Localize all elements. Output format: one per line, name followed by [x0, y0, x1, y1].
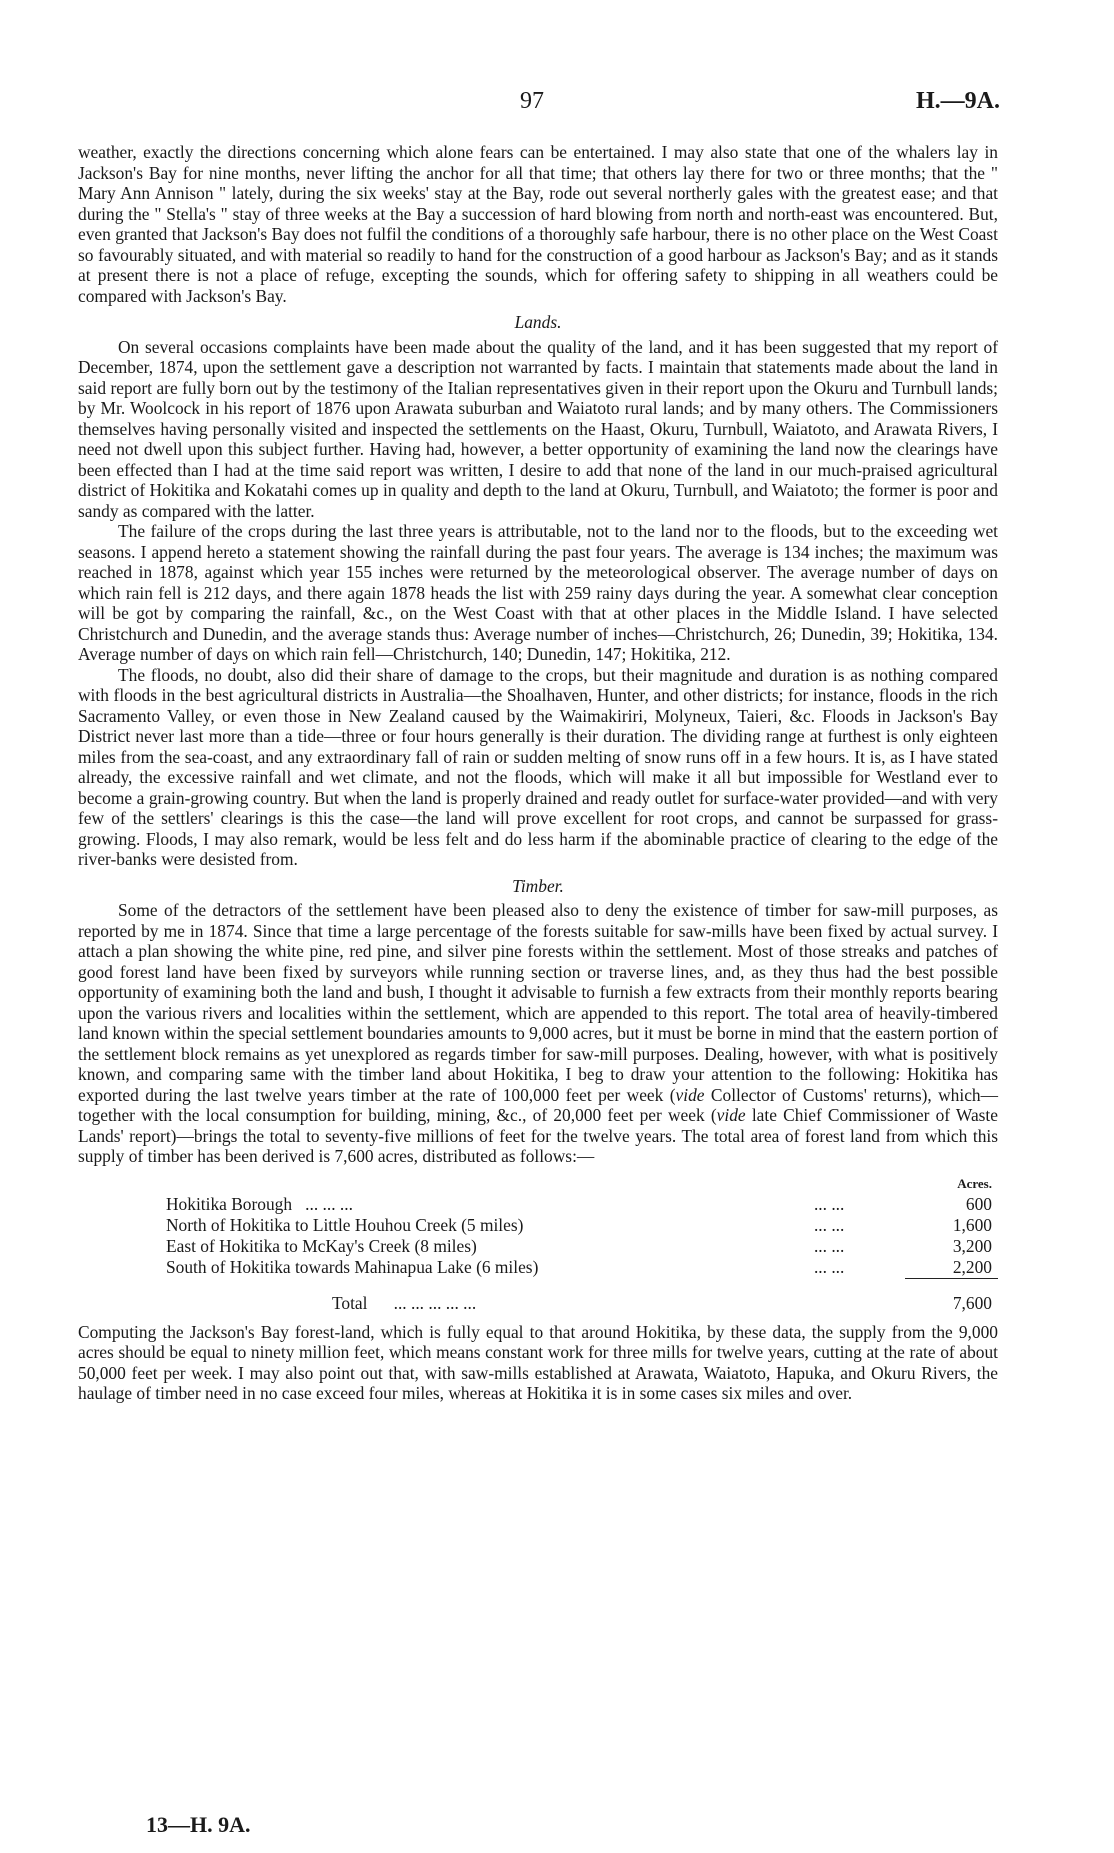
page-number: 97 — [520, 88, 544, 114]
leader-dots: ... ... — [813, 1235, 845, 1256]
leader-dots: ... ... — [813, 1257, 845, 1277]
vide-2: vide — [716, 1105, 746, 1125]
total-row — [166, 1278, 998, 1314]
table-row — [166, 1236, 998, 1257]
table-row-value: 600 — [965, 1193, 992, 1214]
signature-mark: 13—H. 9A. — [146, 1812, 251, 1837]
table-row-value: 1,600 — [952, 1214, 992, 1235]
intro-paragraph: weather, exactly the directions concerning which alone fears can be entertained. I may also state that one of the whalers lay in Jackson's Bay for nine months, never lifting the anchor for all that time; that others lay there for two or three months; that the " Mary Ann Annison " lately, during the six weeks' stay at the Bay, rode out several northerly gales with the greatest ease; and that during the " Stella's " stay of three weeks at the Bay a succession of hard blowing from north and north-east was encountered. But, even granted that Jackson's Bay does not fulfil the conditions of a thoroughly safe harbour, there is no other place on the West Coast so favourably situated, and with material so readily to hand for the construction of a good harbour as Jackson's Bay; and as it stands at present there is not a place of refuge, excepting the sounds, which for offering safety to shipping in all weathers could be compared with Jackson's Bay. — [78, 142, 998, 306]
document-body — [78, 142, 998, 1404]
table-row — [166, 1215, 998, 1236]
acres-unit-label: Acres. — [957, 1175, 992, 1191]
timber-text-post: late Chief Commissioner of Waste Lands' report)—brings the total to seventy-five millions of feet for the twelve years. The total area of forest land from which this supply of timber has been derived is 7,600 acres, distributed as follows:— — [78, 1105, 998, 1166]
table-row-value: 3,200 — [952, 1235, 992, 1256]
table-row-label: South of Hokitika towards Mahinapua Lake (6 miles) — [166, 1257, 539, 1277]
table-row — [166, 1194, 998, 1215]
lands-heading: Lands. — [514, 312, 562, 332]
timber-text-mid: Collector of Customs' returns), which—together with the local consumption for building, mining, &c., of 20,000 feet per week ( — [78, 1084, 998, 1125]
total-value: 7,600 — [952, 1292, 992, 1313]
lands-paragraph-1: On several occasions complaints have been made about the quality of the land, and it has been suggested that my report of December, 1874, upon the settlement gave a description not warranted by facts. I maintain that statements made about the land in said report are fully born out by the testimony of the Italian representatives given in their report upon the Okuru and Turnbull lands; by Mr. Woolcock in his report of 1876 upon Arawata suburban and Waiatoto rural lands; and by many others. The Commissioners themselves having personally visited and inspected the settlements on the Haast, Okuru, Turnbull, Waiatoto, and Arawata Rivers, I need not dwell upon this subject further. Having had, however, a better opportunity of examining the land now the clearings have been effected than I had at the time said report was written, I desire to add that none of the land in our much-praised agricultural district of Hokitika and Kokatahi comes up in quality and depth to the land at Okuru, Turnbull, and Waiatoto; the former is poor and sandy as compared with the latter. — [78, 336, 998, 521]
leader-dots: ... ... ... — [305, 1193, 353, 1214]
table-row-label: Hokitika Borough — [166, 1193, 293, 1214]
leader-dots: ... ... — [813, 1214, 845, 1235]
total-label: Total — [332, 1292, 368, 1313]
vide-1: vide — [675, 1084, 705, 1105]
forest-acres-table — [166, 1173, 998, 1314]
lands-paragraph-3: The floods, no doubt, also did their share of damage to the crops, but their magnitude and duration is as nothing compared with floods in the best agricultural districts in Australia—the Shoalhaven, Hunter, and other districts; for instance, floods in the rich Sacramento Valley, or even those in New Zealand caused by the Waimakiriri, Molyneux, Taieri, &c. Floods in Jackson's Bay District never last more than a tide—three or four hours generally is their duration. The dividing range at furthest is only eighteen miles from the sea-coast, and any extraordinary fall of rain or sudden melting of snow runs off in a few hours. It is, as I have stated already, the excessive rainfall and wet climate, and not the floods, which will make it all but impossible for Westland ever to become a grain-growing country. But when the land is properly drained and ready outlet for surface-water provided—and with very few of the settlers' clearings is this the case—the land will prove excellent for root crops, and cannot be surpassed for grass-growing. Floods, I may also remark, would be less felt and do less harm if the abominable practice of clearing to the edge of the river-banks were desisted from. — [78, 664, 998, 869]
leader-dots: ... ... — [813, 1193, 845, 1214]
closing-paragraph: Computing the Jackson's Bay forest-land, which is fully equal to that around Hokitika, by these data, the supply from the 9,000 acres should be equal to ninety million feet, which means constant work for three mills for twelve years, cutting at the rate of about 50,000 feet per week. I may also point out that, with saw-mills established at Arawata, Waiatoto, Hapuka, and Okuru Rivers, the haulage of timber need in no case exceed four miles, whereas at Hokitika it is in some cases six miles and over. — [78, 1321, 998, 1403]
table-row-label: North of Hokitika to Little Houhou Creek (5 miles) — [166, 1214, 524, 1235]
table-row-value: 2,200 — [905, 1257, 998, 1279]
lands-paragraph-2: The failure of the crops during the last three years is attributable, not to the land nor to the floods, but to the exceeding wet seasons. I append hereto a statement showing the rainfall during the past four years. The average is 134 inches; the maximum was reached in 1878, against which year 155 inches were returned by the meteorological observer. The average number of days on which rain fell is 212 days, and there again 1878 heads the list with 259 rainy days during the year. A somewhat clear conception will be got by comparing the rainfall, &c., on the West Coast with that at other places in the Middle Island. I have selected Christchurch and Dunedin, and the average stands thus: Average number of inches—Christchurch, 26; Dunedin, 39; Hokitika, 134. Average number of days on which rain fell—Christchurch, 140; Dunedin, 147; Hokitika, 212. — [78, 521, 998, 664]
timber-paragraph — [78, 900, 998, 1167]
table-row-label: East of Hokitika to McKay's Creek (8 miles) — [166, 1235, 477, 1256]
timber-text-pre: Some of the detractors of the settlement have been pleased also to deny the existence of timber for saw-mill purposes, as reported by me in 1874. Since that time a large percentage of the forests suitable for saw-mills have been fixed by actual survey. I attach a plan showing the white pine, red pine, and silver pine forests within the settlement. Most of those streaks and patches of good forest land have been fixed by surveyors while running section or traverse lines, and, as they thus had the best possible opportunity of examining both the land and bush, I thought it advisable to furnish a few extracts from their monthly reports bearing upon the various rivers and localities within the settlement, which are appended to this report. The total area of heavily-timbered land known within the special settlement boundaries amounts to 9,000 acres, but it must be borne in mind that the eastern portion of the settlement block remains as yet unexplored as regards timber for saw-mill purposes. Dealing, however, with what is positively known, and comparing same with the timber land about Hokitika, I beg to draw your attention to the following: Hokitika has exported during the last twelve years timber at the rate of 100,000 feet per week ( — [78, 900, 998, 1105]
timber-heading: Timber. — [512, 875, 564, 896]
table-row — [166, 1257, 998, 1279]
document-reference: H.—9A. — [916, 88, 1000, 114]
leader-dots: ... ... ... ... ... — [393, 1292, 477, 1313]
